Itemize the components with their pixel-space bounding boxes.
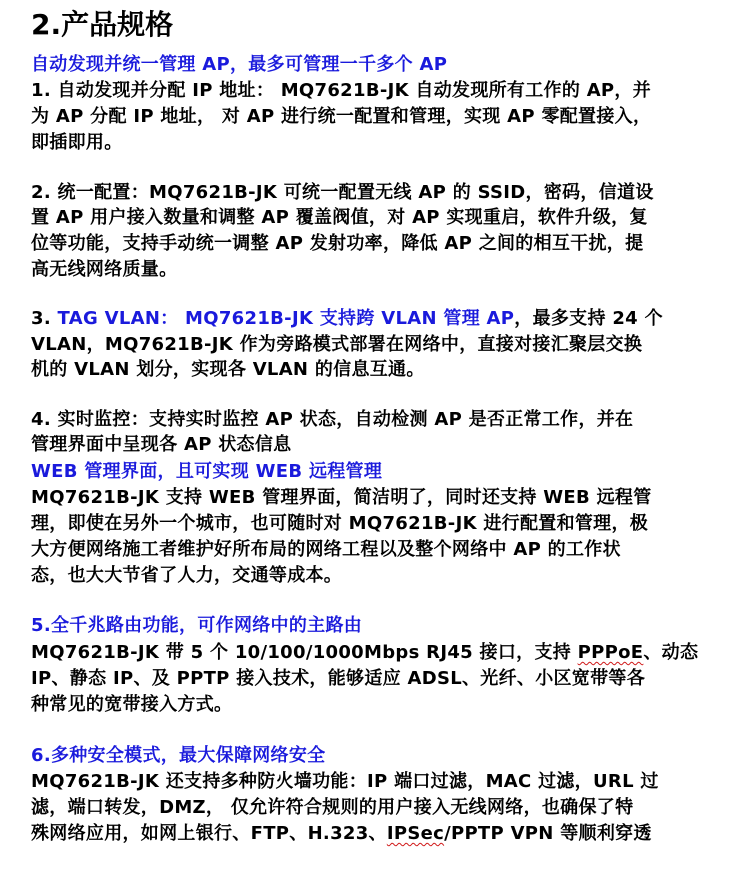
paragraph-line: IP、静态 IP、及 PPTP 接入技术，能够适应 ADSL、光纤、小区宽带等各	[31, 668, 646, 689]
section-heading-security: 6.多种安全模式，最大保障网络安全	[31, 745, 326, 766]
spellcheck-marked-word: PPPoE	[577, 642, 644, 663]
section-heading-gigabit-routing: 5.全千兆路由功能，可作网络中的主路由	[31, 615, 363, 636]
paragraph-line: 位等功能，支持手动统一调整 AP 发射功率，降低 AP 之间的相互干扰，提	[31, 233, 644, 254]
paragraph-number: 3.	[31, 308, 58, 329]
spellcheck-marked-word: IPSec	[386, 823, 445, 844]
paragraph-line: 高无线网络质量。	[31, 259, 178, 280]
paragraph-line	[31, 822, 721, 846]
paragraph-line: VLAN，MQ7621B-JK 作为旁路模式部署在网络中，直接对接汇聚层交换	[31, 334, 643, 355]
paragraph-line: 滤，端口转发，DMZ， 仅允许符合规则的用户接入无线网络，也确保了特	[31, 797, 634, 818]
paragraph-line: 即插即用。	[31, 132, 123, 153]
paragraph-line: MQ7621B-JK 还支持多种防火墙功能：IP 端口过滤，MAC 过滤，URL 过	[31, 771, 659, 792]
paragraph-line: 为 AP 分配 IP 地址， 对 AP 进行统一配置和管理，实现 AP 零配置接入，	[31, 106, 652, 127]
paragraph-line: 管理界面中呈现各 AP 状态信息	[31, 434, 292, 455]
paragraph-line: 大方便网络施工者维护好所布局的网络工程以及整个网络中 AP 的工作状	[31, 539, 621, 560]
paragraph-line: MQ7621B-JK 支持 WEB 管理界面，简洁明了，同时还支持 WEB 远程管	[31, 487, 652, 508]
paragraph-text: MQ7621B-JK 带 5 个 10/100/1000Mbps RJ45 接口，支持	[31, 642, 578, 663]
tag-vlan-highlight: TAG VLAN： MQ7621B-JK 支持跨 VLAN 管理 AP	[57, 308, 515, 329]
paragraph-line: 1. 自动发现并分配 IP 地址： MQ7621B-JK 自动发现所有工作的 AP，并	[31, 80, 652, 101]
paragraph-line	[31, 641, 721, 665]
paragraph-line: 机的 VLAN 划分，实现各 VLAN 的信息互通。	[31, 359, 425, 380]
paragraph-text: ，最多支持 24 个	[514, 308, 663, 329]
paragraph-line-tag-vlan	[31, 307, 721, 331]
paragraph-text: /PPTP VPN 等顺利穿透	[444, 823, 652, 844]
paragraph-line: 理，即使在另外一个城市，也可随时对 MQ7621B-JK 进行配置和管理，极	[31, 513, 649, 534]
page-title: 2.产品规格	[31, 8, 174, 41]
paragraph-line: 置 AP 用户接入数量和调整 AP 覆盖阀值，对 AP 实现重启，软件升级，复	[31, 207, 648, 228]
section-heading-web-management: WEB 管理界面，且可实现 WEB 远程管理	[31, 461, 383, 482]
paragraph-text: 、动态	[643, 642, 699, 663]
paragraph-text: 殊网络应用，如网上银行、FTP、H.323、	[31, 823, 387, 844]
paragraph-line: 2. 统一配置：MQ7621B-JK 可统一配置无线 AP 的 SSID，密码，信道设	[31, 182, 654, 203]
paragraph-line: 4. 实时监控：支持实时监控 AP 状态，自动检测 AP 是否正常工作，并在	[31, 409, 634, 430]
paragraph-line: 态，也大大节省了人力，交通等成本。	[31, 565, 343, 586]
section-heading-ap-management: 自动发现并统一管理 AP，最多可管理一千多个 AP	[31, 54, 448, 75]
paragraph-line: 种常见的宽带接入方式。	[31, 694, 233, 715]
